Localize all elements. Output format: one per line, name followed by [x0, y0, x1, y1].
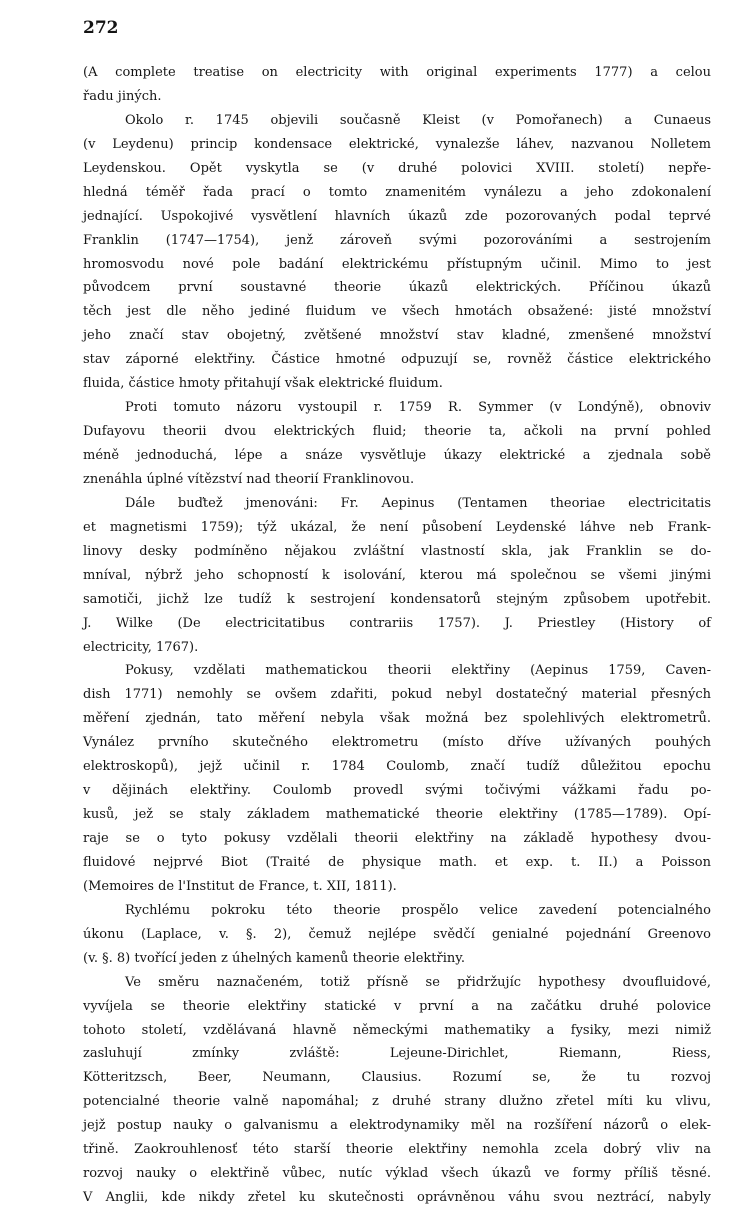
- text-line: vyvíjela se theorie elektřiny statické v první a na začátku druhé polovice: [83, 998, 711, 1014]
- text-line: (v. §. 8) tvořící jeden z úhelných kamenů theorie elektřiny.: [83, 950, 466, 966]
- text-line: jednající. Uspokojivé vysvětlení hlavních úkazů zde pozorovaných podal teprvé: [83, 208, 711, 224]
- text-line: Dále buďtež jmenováni: Fr. Aepinus (Tentamen theoriae electricitatis: [125, 495, 711, 511]
- text-line: linovy desky podmíněno nějakou zvláštní vlastností skla, jak Franklin se do-: [83, 543, 711, 559]
- text-line: potencialné theorie valně napomáhal; z druhé strany dlužno zřetel míti ku vlivu,: [83, 1094, 711, 1110]
- text-line: Ve směru naznačeném, totiž přísně se přidržujíc hypothesy dvoufluidové,: [125, 974, 711, 990]
- page-number: 272: [83, 18, 119, 38]
- text-line: znenáhla úplné vítězství nad theorií Franklinovou.: [83, 471, 415, 487]
- text-line: Leydenskou. Opět vyskytla se (v druhé polovici XVIII. století) nepře-: [83, 160, 711, 176]
- text-line: jeho značí stav obojetný, zvětšené množství stav kladné, zmenšené množství: [83, 328, 711, 344]
- text-line: J. Wilke (De electricitatibus contrariis 1757). J. Priestley (History of: [83, 615, 711, 631]
- text-line: Franklin (1747—1754), jenž zároveň svými pozorováními a sestrojením: [83, 232, 711, 248]
- text-line: rozvoj nauky o elektřině vůbec, nutíc výklad všech úkazů ve formy příliš těsné.: [83, 1166, 711, 1182]
- text-line: fluida, částice hmoty přitahují však elektrické fluidum.: [83, 376, 443, 392]
- text-line: Vynález prvního skutečného elektrometru (místo dříve užívaných pouhých: [83, 735, 711, 751]
- text-line: jejž postup nauky o galvanismu a elektrodynamiky měl na rozšíření názorů o elek-: [83, 1118, 711, 1134]
- text-line: stav záporné elektřiny. Částice hmotné odpuzují se, rovněž částice elektrického: [83, 352, 711, 368]
- text-line: v dějinách elektřiny. Coulomb provedl svými točivými vážkami řadu po-: [83, 783, 711, 799]
- text-line: tohoto století, vzdělávaná hlavně německými mathematiky a fysiky, mezi nimiž: [83, 1022, 711, 1038]
- text-line: kusů, jež se staly základem mathematické theorie elektřiny (1785—1789). Opí-: [83, 807, 711, 823]
- text-line: Pokusy, vzdělati mathematickou theorii elektřiny (Aepinus 1759, Caven-: [125, 663, 711, 679]
- text-line: Kötteritzsch, Beer, Neumann, Clausius. Rozumí se, že tu rozvoj: [83, 1070, 711, 1086]
- text-line: samotiči, jichž lze tudíž k sestrojení kondensatorů stejným způsobem upotřebit.: [83, 591, 711, 607]
- text-line: původcem první soustavné theorie úkazů elektrických. Příčinou úkazů: [83, 280, 711, 296]
- text-line: et magnetismi 1759); týž ukázal, že není působení Leydenské láhve neb Frank-: [83, 519, 711, 535]
- text-line: hledná téměř řada prací o tomto znamenitém vynálezu a jeho zdokonalení: [83, 184, 711, 200]
- text-line: dish 1771) nemohly se ovšem zdařiti, pokud nebyl dostatečný material přesných: [83, 687, 711, 703]
- text-line: Dufayovu theorii dvou elektrických fluid; theorie ta, ačkoli na první pohled: [83, 424, 711, 440]
- text-line: Rychlému pokroku této theorie prospělo velice zavedení potencialného: [125, 902, 711, 918]
- text-line: (Memoires de l'Institut de France, t. XII, 1811).: [83, 878, 397, 894]
- text-line: electricity, 1767).: [83, 639, 199, 655]
- text-line: měření zjednán, tato měření nebyla však možná bez spolehlivých elektrometrů.: [83, 711, 711, 727]
- text-line: raje se o tyto pokusy vzdělali theorii elektřiny na základě hypothesy dvou-: [83, 831, 711, 846]
- text-line: těch jest dle něho jediné fluidum ve všech hmotách obsažené: jisté množství: [83, 304, 711, 320]
- text-line: hromosvodu nové pole badání elektrickému přístupným učinil. Mimo to jest: [83, 256, 711, 272]
- text-line: zasluhují zmínky zvláště: Lejeune-Dirichlet, Riemann, Riess,: [83, 1046, 711, 1062]
- body-text: [83, 61, 711, 1210]
- text-line: Proti tomuto názoru vystoupil r. 1759 R. Symmer (v Londýně), obnoviv: [125, 400, 711, 416]
- text-line: méně jednoduchá, lépe a snáze vysvětluje úkazy elektrické a zjednala sobě: [83, 448, 711, 463]
- text-line: fluidové nejprvé Biot (Traité de physique math. et exp. t. II.) a Poisson: [83, 854, 711, 870]
- text-line: třině. Zaokrouhlenosť této starší theorie elektřiny nemohla zcela dobrý vliv na: [83, 1142, 711, 1158]
- text-line: V Anglii, kde nikdy zřetel ku skutečnosti oprávněnou váhu svou neztrácí, nabyly: [83, 1190, 711, 1206]
- text-line: mníval, nýbrž jeho schopností k isolování, kterou má společnou se všemi jinými: [83, 567, 711, 583]
- text-line: úkonu (Laplace, v. §. 2), čemuž nejlépe svědčí genialné pojednání Greenovo: [83, 926, 711, 942]
- text-line: řadu jiných.: [83, 88, 162, 104]
- text-line: Okolo r. 1745 objevili současně Kleist (v Pomořanech) a Cunaeus: [125, 112, 711, 128]
- text-line: (v Leydenu) princip kondensace elektrické, vynalezše láhev, nazvanou Nolletem: [83, 136, 711, 152]
- text-line: (A complete treatise on electricity with original experiments 1777) a celou: [83, 65, 711, 80]
- text-line: elektroskopů), jejž učinil r. 1784 Coulomb, značí tudíž důležitou epochu: [83, 759, 711, 775]
